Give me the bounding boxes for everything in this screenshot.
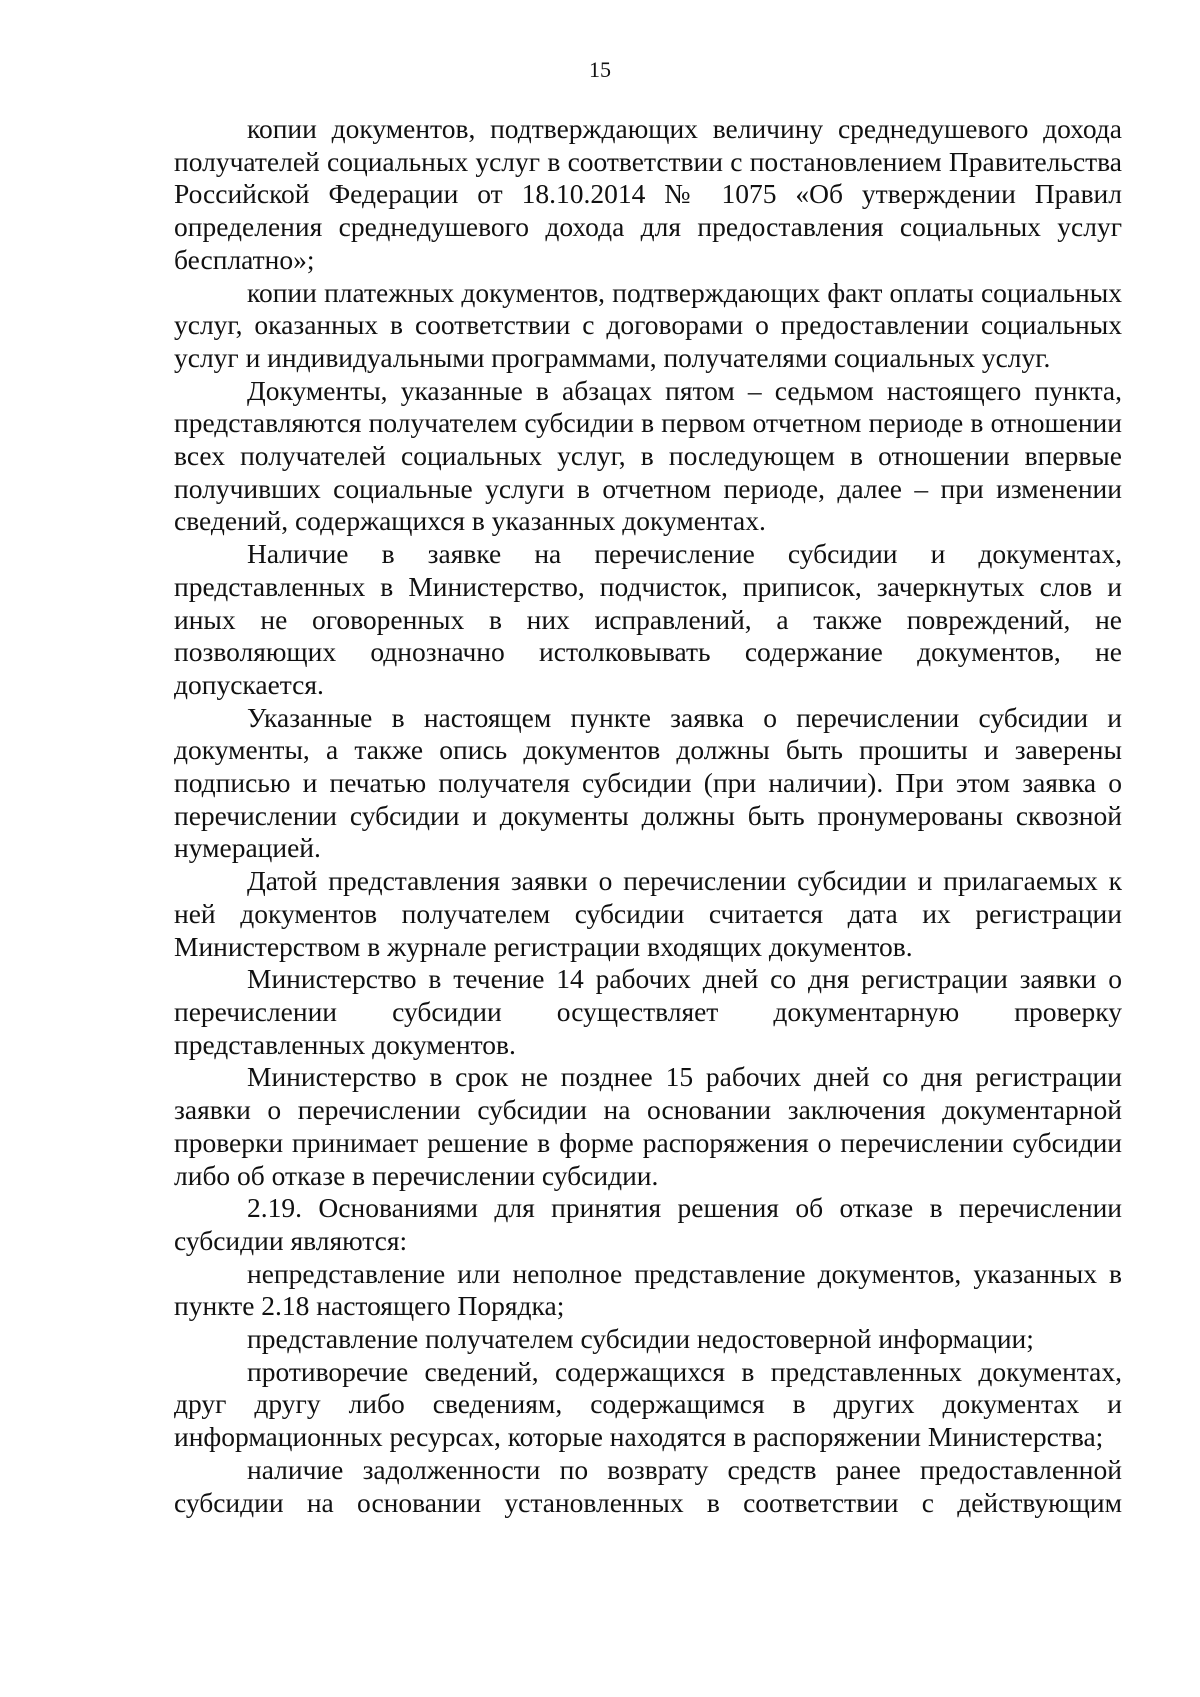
paragraph-corrections-prohibited: Наличие в заявке на перечисление субсидии и документах, представленных в Министерство, подчисток, приписок, зачеркнутых слов и иных не оговоренных в них исправлений, а также повреждений, не позволяющих однозначно истолковывать содержание документов, не допускается.	[174, 538, 1122, 700]
paragraph-documentary-check: Министерство в течение 14 рабочих дней со дня регистрации заявки о перечислении субсидии осуществляет документарную проверку представленных документов.	[174, 963, 1122, 1060]
paragraph-documents-submission: Документы, указанные в абзацах пятом – седьмом настоящего пункта, представляются получателем субсидии в первом отчетном периоде в отношении всех получателей социальных услуг, в последующем в отношении впервые получивших социальные услуги в отчетном периоде, далее – при изменении сведений, содержащихся в указанных документах.	[174, 374, 1122, 537]
paragraph-ground-false-information: представление получателем субсидии недостоверной информации;	[247, 1323, 1034, 1355]
document-body	[174, 113, 1122, 1519]
paragraph-income-documents: копии документов, подтверждающих величину среднедушевого дохода получателей социальных услуг в соответствии с постановлением Правительства Российской Федерации от 18.10.2014 № 1075 «Об утверждении Правил определения среднедушевого дохода для предоставления социальных услуг бесплатно»;	[174, 113, 1122, 275]
paragraph-decision-deadline: Министерство в срок не позднее 15 рабочих дней со дня регистрации заявки о перечислении субсидии на основании заключения документарной проверки принимает решение в форме распоряжения о перечислении субсидии либо об отказе в перечислении субсидии.	[174, 1061, 1122, 1191]
page-number: 15	[589, 57, 611, 82]
paragraph-ground-contradictions: противоречие сведений, содержащихся в представленных документах, друг другу либо сведениям, содержащимся в других документах и информационных ресурсах, которые находятся в распоряжении Министерства;	[174, 1355, 1122, 1453]
paragraph-ground-incomplete-documents: непредставление или неполное представление документов, указанных в пункте 2.18 настоящего Порядка;	[174, 1257, 1122, 1322]
paragraph-payment-documents: копии платежных документов, подтверждающих факт оплаты социальных услуг, оказанных в соответствии с договорами о предоставлении социальных услуг и индивидуальными программами, получателями социальных услуг.	[174, 276, 1122, 373]
paragraph-refusal-grounds: 2.19. Основаниями для принятия решения об отказе в перечислении субсидии являются:	[174, 1192, 1122, 1256]
paragraph-binding-requirements: Указанные в настоящем пункте заявка о перечислении субсидии и документы, а также опись документов должны быть прошиты и заверены подписью и печатью получателя субсидии (при наличии). При этом заявка о перечислении субсидии и документы должны быть пронумерованы сквозной нумерацией.	[174, 701, 1122, 864]
paragraph-ground-debt: наличие задолженности по возврату средств ранее предоставленной субсидии на основании установленных в соответствии с действующим	[174, 1453, 1122, 1518]
paragraph-submission-date: Датой представления заявки о перечислении субсидии и прилагаемых к ней документов получателем субсидии считается дата их регистрации Министерством в журнале регистрации входящих документов.	[174, 865, 1122, 962]
